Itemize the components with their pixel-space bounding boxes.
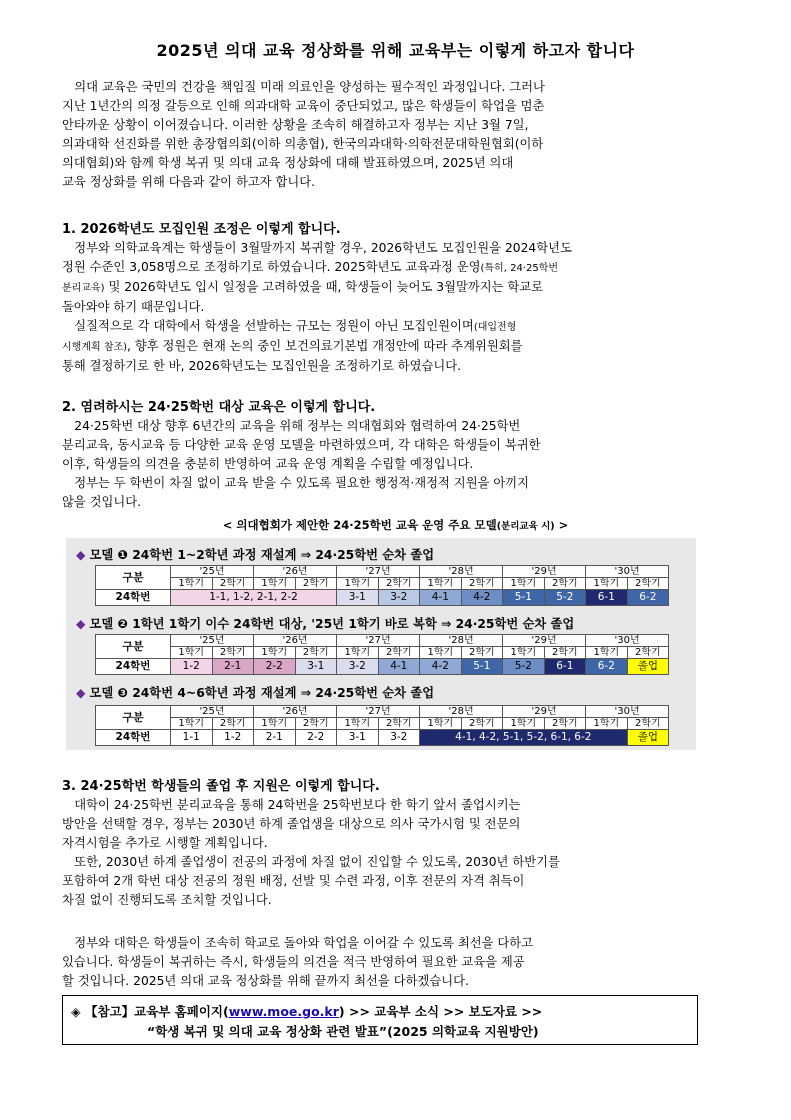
schedule-cell: 4-1, 4-2, 5-1, 5-2, 6-1, 6-2 — [420, 730, 628, 746]
section1-line — [62, 278, 700, 298]
year-header: '25년 — [171, 566, 254, 578]
term-header: 1학기 — [420, 647, 462, 659]
section3-line: 자격시험을 추가로 시행할 계획입니다. — [62, 836, 268, 850]
section3-line: 포함하여 2개 학번 대상 전공의 정원 배정, 선발 및 수련 과정, 이후 전문의 자격 취득이 — [62, 874, 525, 888]
schedule-cell: 6-1 — [544, 659, 586, 675]
section2-line: 정부는 두 학번이 차질 없이 교육 받을 수 있도록 필요한 행정적·재정적 지원을 아끼지 — [62, 476, 529, 490]
term-header: 1학기 — [337, 718, 379, 730]
small-note: 시행계획 참조) — [62, 342, 128, 353]
year-header: '26년 — [254, 566, 337, 578]
section2-line: 않을 것입니다. — [62, 495, 142, 509]
reference-prefix: ◈ 【참고】교육부 홈페이지( — [71, 1004, 229, 1019]
term-header: 2학기 — [461, 718, 503, 730]
intro-line: 의과대학 선진화를 위한 총장협의회(이하 의총협), 한국의과대학·의학전문대학원협회(이하 — [62, 137, 544, 151]
year-header: '26년 — [254, 706, 337, 718]
term-header: 1학기 — [254, 718, 296, 730]
line-text: 정부와 의학교육계는 학생들이 3월말까지 복귀할 경우, 2026학년도 모집인원을 2024학년도 — [62, 241, 572, 255]
diamond-icon: ◆ — [76, 548, 86, 562]
term-header: 1학기 — [171, 578, 213, 590]
term-header: 2학기 — [212, 718, 254, 730]
closing-line: 정부와 대학은 학생들이 조속히 학교로 돌아와 학업을 이어갈 수 있도록 최선을 다하고 — [62, 936, 534, 950]
schedule-cell: 3-1 — [337, 730, 379, 746]
term-header: 1학기 — [503, 647, 545, 659]
gubun-header: 구분 — [96, 706, 171, 730]
term-header: 2학기 — [378, 718, 420, 730]
closing-line: 할 것입니다. 2025년 의대 교육 정상화를 위해 끝까지 최선을 다하겠습니다. — [62, 974, 469, 988]
year-header: '29년 — [503, 566, 586, 578]
intro-line: 지난 1년간의 의정 갈등으로 인해 의과대학 교육이 중단되었고, 많은 학생들이 학업을 멈춘 — [62, 99, 545, 113]
caption-end: > — [554, 518, 569, 532]
reference-path: ) >> 교육부 소식 >> 보도자료 >> — [338, 1004, 543, 1019]
schedule-cell: 4-2 — [420, 659, 462, 675]
schedule-cell: 3-2 — [378, 730, 420, 746]
term-header: 1학기 — [586, 578, 628, 590]
gubun-header: 구분 — [96, 566, 171, 590]
model-title-text: 모델 ❸ 24학번 4~6학년 과정 재설계 ⇒ 24·25학번 순차 졸업 — [89, 686, 435, 700]
diamond-icon: ◆ — [76, 686, 86, 700]
row-label: 24학번 — [96, 590, 171, 606]
term-header: 2학기 — [461, 578, 503, 590]
year-header: '27년 — [337, 635, 420, 647]
model-title-text: 모델 ❶ 24학번 1~2학년 과정 재설계 ⇒ 24·25학번 순차 졸업 — [89, 548, 435, 562]
year-header: '30년 — [586, 635, 669, 647]
intro-line: 안타까운 상황이 이어졌습니다. 이러한 상황을 조속히 해결하고자 정부는 지난 3월 7일, — [62, 118, 529, 132]
schedule-cell: 5-2 — [544, 590, 586, 606]
line-text: 정원 수준인 3,058명으로 조정하기로 하였습니다. 2025학년도 교육과정 운영 — [62, 260, 481, 274]
schedule-cell: 1-2 — [212, 730, 254, 746]
term-header: 1학기 — [171, 718, 213, 730]
reference-box — [62, 995, 698, 1045]
section1-line — [62, 357, 700, 376]
model-3-title — [76, 683, 434, 701]
schedule-cell: 3-1 — [295, 659, 337, 675]
model-2-schedule-table — [95, 634, 669, 675]
section3-line: 방안을 선택할 경우, 정부는 2030년 하계 졸업생을 대상으로 의사 국가시험 및 전문의 — [62, 817, 521, 831]
term-header: 1학기 — [420, 578, 462, 590]
line-text: 통해 결정하기로 한 바, 2026학년도는 모집인원을 조정하기로 하였습니다. — [62, 359, 462, 373]
section1-line — [62, 317, 700, 337]
reference-line-1 — [71, 1002, 542, 1020]
schedule-cell: 1-1 — [171, 730, 213, 746]
intro-paragraph — [62, 78, 700, 192]
term-header: 2학기 — [544, 578, 586, 590]
term-header: 1학기 — [503, 578, 545, 590]
year-header: '30년 — [586, 566, 669, 578]
term-header: 1학기 — [254, 647, 296, 659]
section2-line: 24·25학번 대상 향후 6년간의 교육을 위해 정부는 의대협회와 협력하여 24·25학번 — [62, 419, 521, 433]
term-header: 2학기 — [212, 647, 254, 659]
model-2-title — [76, 614, 574, 632]
section1-line — [62, 239, 700, 258]
section1-paragraph — [62, 239, 700, 376]
schedule-cell: 5-1 — [503, 590, 545, 606]
row-label: 24학번 — [96, 659, 171, 675]
gubun-header: 구분 — [96, 635, 171, 659]
year-header: '28년 — [420, 566, 503, 578]
schedule-cell: 6-2 — [586, 659, 628, 675]
schedule-cell: 2-1 — [254, 730, 296, 746]
term-header: 1학기 — [254, 578, 296, 590]
schedule-cell: 4-1 — [420, 590, 462, 606]
year-header: '29년 — [503, 635, 586, 647]
model-1-schedule-table — [95, 565, 669, 606]
document-title: 2025년 의대 교육 정상화를 위해 교육부는 이렇게 하고자 합니다 — [156, 41, 635, 60]
schedule-cell: 1-2 — [171, 659, 213, 675]
term-header: 2학기 — [627, 647, 669, 659]
line-text: , 향후 정원은 현재 논의 중인 보건의료기본법 개정안에 따라 추계위원회를 — [127, 339, 523, 353]
schedule-cell: 3-1 — [337, 590, 379, 606]
year-header: '29년 — [503, 706, 586, 718]
year-header: '28년 — [420, 706, 503, 718]
schedule-cell: 졸업 — [627, 659, 669, 675]
caption-text: < 의대협회가 제안한 24·25학번 교육 운영 주요 모델 — [222, 518, 497, 532]
term-header: 2학기 — [461, 647, 503, 659]
row-label: 24학번 — [96, 730, 171, 746]
term-header: 1학기 — [586, 718, 628, 730]
year-header: '27년 — [337, 706, 420, 718]
intro-line: 의대 교육은 국민의 건강을 책임질 미래 의료인을 양성하는 필수적인 과정입니다. 그러나 — [62, 80, 545, 94]
schedule-cell: 6-2 — [627, 590, 669, 606]
section3-line: 대학이 24·25학번 분리교육을 통해 24학번을 25학번보다 한 학기 앞서 졸업시키는 — [62, 798, 521, 812]
line-text: 및 2026학년도 입시 일정을 고려하였을 때, 학생들이 늦어도 3월말까지는 학교로 — [104, 280, 544, 294]
term-header: 2학기 — [295, 718, 337, 730]
term-header: 2학기 — [295, 647, 337, 659]
schedule-cell: 2-1 — [212, 659, 254, 675]
term-header: 2학기 — [378, 647, 420, 659]
term-header: 1학기 — [337, 578, 379, 590]
year-header: '26년 — [254, 635, 337, 647]
term-header: 2학기 — [544, 718, 586, 730]
term-header: 2학기 — [295, 578, 337, 590]
schedule-cell: 2-2 — [254, 659, 296, 675]
section2-line: 분리교육, 동시교육 등 다양한 교육 운영 모델을 마련하였으며, 각 대학은 학생들이 복귀한 — [62, 438, 541, 452]
term-header: 2학기 — [627, 718, 669, 730]
homepage-link[interactable]: www.moe.go.kr — [228, 1004, 339, 1019]
schedule-cell: 2-2 — [295, 730, 337, 746]
model-title-text: 모델 ❷ 1학년 1학기 이수 24학번 대상, '25년 1학기 바로 복학 ⇒ 24·25학번 순차 졸업 — [89, 617, 575, 631]
section1-line — [62, 258, 700, 278]
section1-line — [62, 337, 700, 357]
term-header: 1학기 — [337, 647, 379, 659]
section2-heading: 2. 염려하시는 24·25학번 대상 교육은 이렇게 합니다. — [62, 400, 376, 415]
models-caption — [0, 517, 791, 533]
closing-line: 있습니다. 학생들이 복귀하는 즉시, 학생들의 의견을 적극 반영하여 필요한 교육을 제공 — [62, 955, 525, 969]
term-header: 1학기 — [420, 718, 462, 730]
section2-paragraph — [62, 417, 700, 512]
term-header: 1학기 — [586, 647, 628, 659]
schedule-cell: 졸업 — [627, 730, 669, 746]
schedule-cell: 4-1 — [378, 659, 420, 675]
reference-line-2: “학생 복귀 및 의대 교육 정상화 관련 발표”(2025 의학교육 지원방안) — [147, 1024, 539, 1039]
small-note: 분리교육) — [62, 283, 105, 294]
year-header: '25년 — [171, 706, 254, 718]
section1-line — [62, 298, 700, 317]
schedule-cell: 6-1 — [586, 590, 628, 606]
small-note: (특히, 24·25학번 — [480, 263, 559, 274]
section3-heading: 3. 24·25학번 학생들의 졸업 후 지원은 이렇게 합니다. — [62, 779, 380, 794]
schedule-cell: 1-1, 1-2, 2-1, 2-2 — [171, 590, 337, 606]
small-note: (대입전형 — [473, 322, 517, 333]
term-header: 1학기 — [503, 718, 545, 730]
line-text: 돌아와야 하기 때문입니다. — [62, 300, 205, 314]
section3-line: 차질 없이 진행되도록 조치할 것입니다. — [62, 893, 272, 907]
schedule-cell: 3-2 — [337, 659, 379, 675]
section2-line: 이후, 학생들의 의견을 충분히 반영하여 교육 운영 계획을 수립할 예정입니다. — [62, 457, 474, 471]
section3-line: 또한, 2030년 하계 졸업생이 전공의 과정에 차질 없이 진입할 수 있도록, 2030년 하반기를 — [62, 855, 560, 869]
section1-heading: 1. 2026학년도 모집인원 조정은 이렇게 합니다. — [62, 222, 341, 237]
year-header: '27년 — [337, 566, 420, 578]
closing-paragraph — [62, 934, 700, 991]
intro-line: 교육 정상화를 위해 다음과 같이 하고자 합니다. — [62, 175, 316, 189]
line-text: 실질적으로 각 대학에서 학생을 선발하는 규모는 정원이 아닌 모집인원이며 — [62, 319, 474, 333]
term-header: 2학기 — [212, 578, 254, 590]
intro-line: 의대협회)와 함께 학생 복귀 및 의대 교육 정상화에 대해 발표하였으며, 2025년 의대 — [62, 156, 514, 170]
model-3-schedule-table — [95, 705, 669, 746]
caption-note: (분리교육 시) — [496, 521, 555, 532]
section3-paragraph — [62, 796, 700, 910]
year-header: '30년 — [586, 706, 669, 718]
diamond-icon: ◆ — [76, 617, 86, 631]
schedule-cell: 4-2 — [461, 590, 503, 606]
year-header: '25년 — [171, 635, 254, 647]
schedule-cell: 5-1 — [461, 659, 503, 675]
term-header: 2학기 — [627, 578, 669, 590]
model-1-title — [76, 545, 434, 563]
schedule-cell: 3-2 — [378, 590, 420, 606]
term-header: 2학기 — [544, 647, 586, 659]
schedule-cell: 5-2 — [503, 659, 545, 675]
year-header: '28년 — [420, 635, 503, 647]
term-header: 1학기 — [171, 647, 213, 659]
term-header: 2학기 — [378, 578, 420, 590]
